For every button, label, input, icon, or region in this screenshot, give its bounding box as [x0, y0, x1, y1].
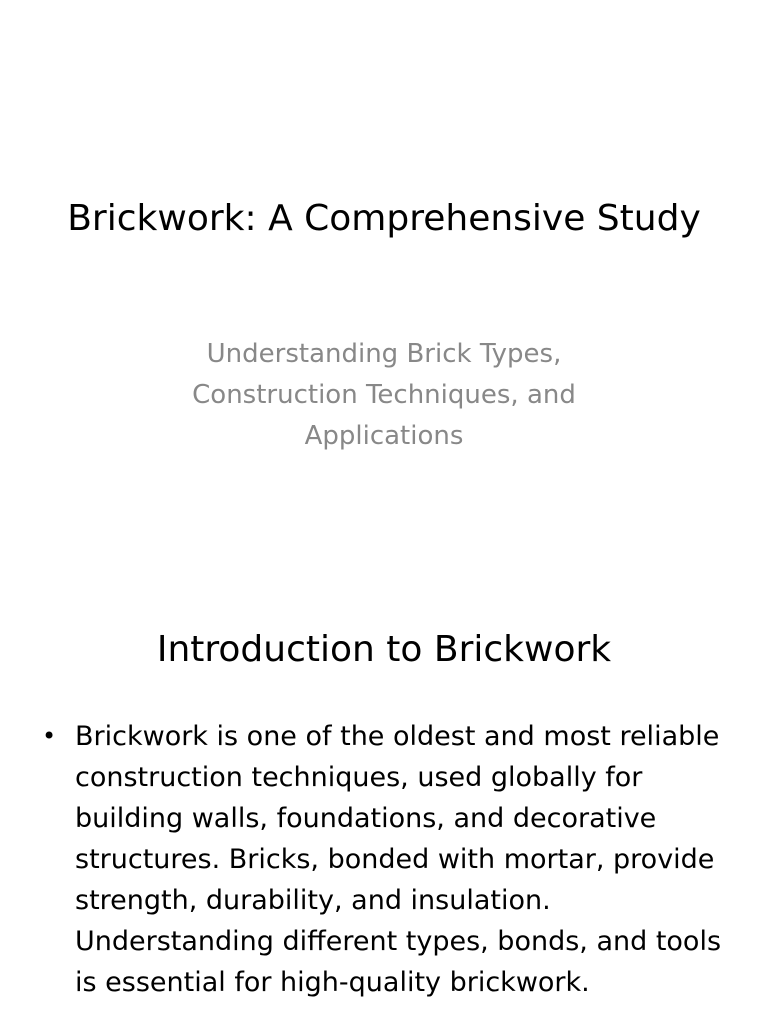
slide-subtitle: Understanding Brick Types, Construction Techniques, and Applications	[192, 339, 576, 451]
slide-heading: Introduction to Brickwork	[156, 629, 612, 670]
bullet-list	[40, 716, 740, 1003]
bullet-icon: •	[42, 722, 57, 750]
bullet-text: Brickwork is one of the oldest and most reliable construction techniques, used globally for building walls, foundations, and decorative structures. Bricks, bonded with mortar, provide strength, durability, and insulation. Understanding different types, bonds, and tools is essential for high-quality brickwork.	[75, 721, 722, 998]
slide-title: Brickwork: A Comprehensive Study	[67, 198, 701, 239]
bullet-item	[40, 716, 740, 1003]
content-slide	[0, 576, 768, 1024]
